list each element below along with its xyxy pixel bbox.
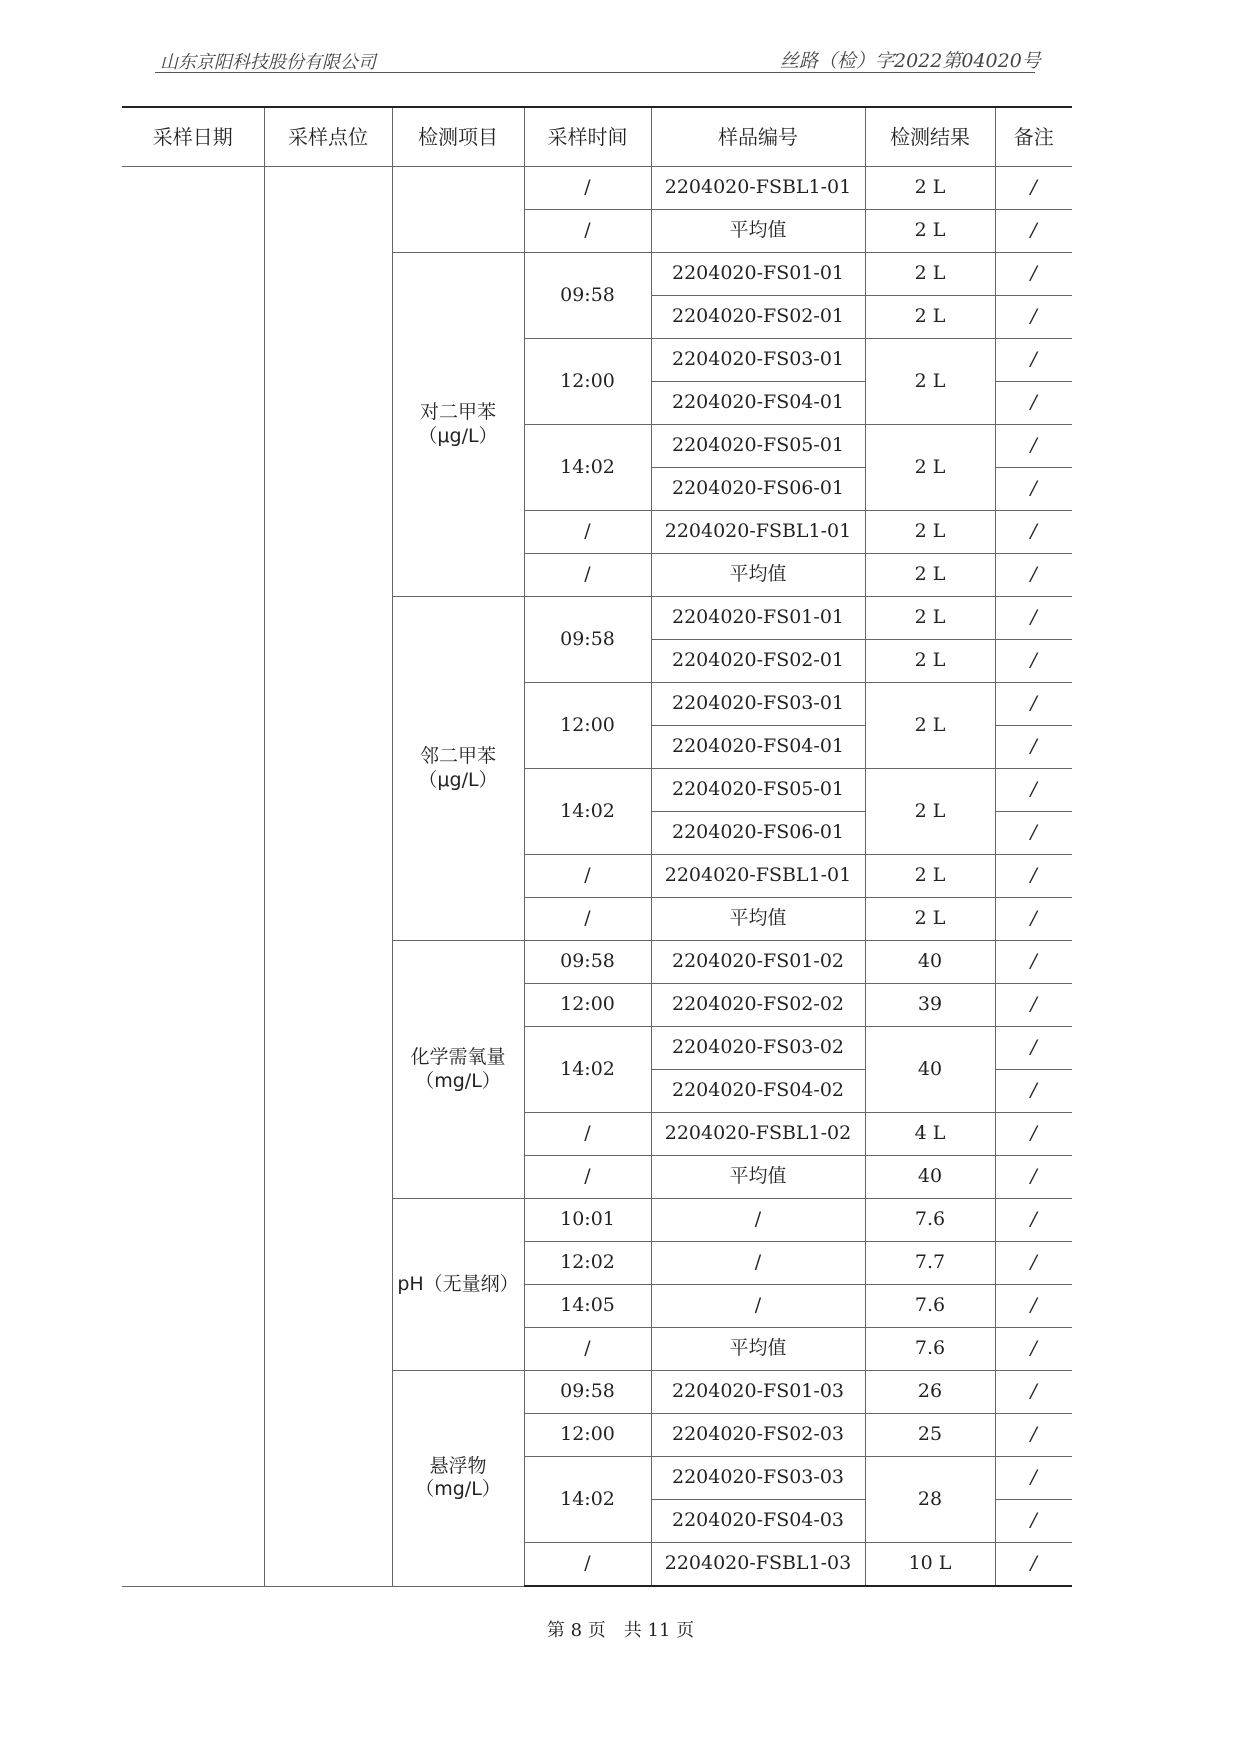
result-cell: 2 L	[865, 210, 995, 253]
sample-id-cell: 2204020-FSBL1-01	[651, 511, 865, 554]
sample-id-cell: 2204020-FS03-03	[651, 1457, 865, 1500]
sampling-time-cell: 09:58	[524, 1371, 651, 1414]
test-item-cell: pH（无量纲）	[392, 1199, 524, 1371]
sampling-time-cell: /	[524, 511, 651, 554]
result-cell: 2 L	[865, 253, 995, 296]
sampling-time-cell: 12:00	[524, 339, 651, 425]
sample-id-cell: 2204020-FS02-01	[651, 640, 865, 683]
result-cell: 4 L	[865, 1113, 995, 1156]
remark-cell: /	[995, 726, 1072, 769]
remark-cell: /	[995, 941, 1072, 984]
sampling-time-cell: 09:58	[524, 941, 651, 984]
sampling-time-cell: 12:00	[524, 683, 651, 769]
remark-cell: /	[995, 425, 1072, 468]
result-cell: 7.7	[865, 1242, 995, 1285]
remark-cell: /	[995, 597, 1072, 640]
sample-id-cell: 2204020-FS05-01	[651, 769, 865, 812]
sampling-time-cell: /	[524, 855, 651, 898]
result-cell: 39	[865, 984, 995, 1027]
table-row	[122, 167, 1072, 210]
remark-cell: /	[995, 812, 1072, 855]
remark-cell: /	[995, 683, 1072, 726]
test-item-cell: 邻二甲苯（μg/L）	[392, 597, 524, 941]
header-divider	[155, 72, 1035, 73]
column-header-result: 检测结果	[865, 107, 995, 167]
sample-id-cell: 2204020-FSBL1-01	[651, 167, 865, 210]
sampling-date-cell	[122, 167, 264, 1587]
remark-cell: /	[995, 1113, 1072, 1156]
sample-id-cell: /	[651, 1242, 865, 1285]
sampling-time-cell: 12:02	[524, 1242, 651, 1285]
sample-id-cell: 2204020-FS03-02	[651, 1027, 865, 1070]
result-cell: 7.6	[865, 1285, 995, 1328]
sample-id-cell: 平均值	[651, 898, 865, 941]
remark-cell: /	[995, 468, 1072, 511]
result-cell: 2 L	[865, 554, 995, 597]
company-name: 山东京阳科技股份有限公司	[160, 52, 376, 73]
sample-id-cell: 2204020-FS06-01	[651, 468, 865, 511]
result-cell: 2 L	[865, 855, 995, 898]
remark-cell: /	[995, 1156, 1072, 1199]
sample-id-cell: 2204020-FS02-03	[651, 1414, 865, 1457]
remark-cell: /	[995, 554, 1072, 597]
results-table	[122, 106, 1072, 1587]
sampling-time-cell: 12:00	[524, 1414, 651, 1457]
remark-cell: /	[995, 855, 1072, 898]
result-cell: 7.6	[865, 1328, 995, 1371]
remark-cell: /	[995, 984, 1072, 1027]
result-cell: 2 L	[865, 511, 995, 554]
sampling-time-cell: /	[524, 1156, 651, 1199]
remark-cell: /	[995, 1285, 1072, 1328]
sample-id-cell: 2204020-FS03-01	[651, 683, 865, 726]
table-header-row	[122, 107, 1072, 167]
remark-cell: /	[995, 640, 1072, 683]
sampling-time-cell: /	[524, 1328, 651, 1371]
test-item-cell	[392, 167, 524, 253]
sample-id-cell: 2204020-FS01-02	[651, 941, 865, 984]
remark-cell: /	[995, 1027, 1072, 1070]
column-header-sample-id: 样品编号	[651, 107, 865, 167]
sample-id-cell: 2204020-FS04-02	[651, 1070, 865, 1113]
sampling-time-cell: /	[524, 1543, 651, 1587]
sample-id-cell: 平均值	[651, 1328, 865, 1371]
sampling-time-cell: /	[524, 167, 651, 210]
remark-cell: /	[995, 1500, 1072, 1543]
result-cell: 26	[865, 1371, 995, 1414]
result-cell: 40	[865, 1156, 995, 1199]
sampling-time-cell: /	[524, 210, 651, 253]
sample-id-cell: 2204020-FS01-01	[651, 253, 865, 296]
column-header-sampling-point: 采样点位	[264, 107, 392, 167]
remark-cell: /	[995, 1543, 1072, 1587]
result-cell: 10 L	[865, 1543, 995, 1587]
report-code: 丝路（检）字2022第04020号	[780, 50, 1041, 72]
remark-cell: /	[995, 1242, 1072, 1285]
sample-id-cell: 2204020-FS01-03	[651, 1371, 865, 1414]
sampling-time-cell: 14:02	[524, 769, 651, 855]
column-header-sampling-time: 采样时间	[524, 107, 651, 167]
result-cell: 2 L	[865, 167, 995, 210]
result-cell: 28	[865, 1457, 995, 1543]
sample-id-cell: 2204020-FS06-01	[651, 812, 865, 855]
sample-id-cell: 2204020-FS04-01	[651, 382, 865, 425]
test-item-cell: 化学需氧量（mg/L）	[392, 941, 524, 1199]
remark-cell: /	[995, 511, 1072, 554]
sampling-time-cell: 09:58	[524, 253, 651, 339]
sample-id-cell: 2204020-FS02-02	[651, 984, 865, 1027]
result-cell: 2 L	[865, 769, 995, 855]
sampling-time-cell: 14:02	[524, 425, 651, 511]
sample-id-cell: 平均值	[651, 1156, 865, 1199]
sampling-time-cell: 10:01	[524, 1199, 651, 1242]
result-cell: 2 L	[865, 640, 995, 683]
sampling-time-cell: 14:05	[524, 1285, 651, 1328]
remark-cell: /	[995, 167, 1072, 210]
remark-cell: /	[995, 1199, 1072, 1242]
result-cell: 7.6	[865, 1199, 995, 1242]
column-header-sampling-date: 采样日期	[122, 107, 264, 167]
remark-cell: /	[995, 1414, 1072, 1457]
sampling-time-cell: /	[524, 554, 651, 597]
remark-cell: /	[995, 210, 1072, 253]
sample-id-cell: 2204020-FS05-01	[651, 425, 865, 468]
result-cell: 40	[865, 1027, 995, 1113]
result-cell: 2 L	[865, 597, 995, 640]
remark-cell: /	[995, 253, 1072, 296]
result-cell: 2 L	[865, 425, 995, 511]
sampling-time-cell: /	[524, 898, 651, 941]
sample-id-cell: 2204020-FS02-01	[651, 296, 865, 339]
remark-cell: /	[995, 898, 1072, 941]
test-item-cell: 悬浮物（mg/L）	[392, 1371, 524, 1587]
sample-id-cell: 2204020-FS01-01	[651, 597, 865, 640]
result-cell: 2 L	[865, 898, 995, 941]
remark-cell: /	[995, 1328, 1072, 1371]
sample-id-cell: 2204020-FSBL1-01	[651, 855, 865, 898]
column-header-remark: 备注	[995, 107, 1072, 167]
remark-cell: /	[995, 769, 1072, 812]
remark-cell: /	[995, 1457, 1072, 1500]
sample-id-cell: 2204020-FSBL1-02	[651, 1113, 865, 1156]
remark-cell: /	[995, 296, 1072, 339]
remark-cell: /	[995, 382, 1072, 425]
sampling-time-cell: 09:58	[524, 597, 651, 683]
test-item-cell: 对二甲苯（μg/L）	[392, 253, 524, 597]
sampling-time-cell: 12:00	[524, 984, 651, 1027]
remark-cell: /	[995, 339, 1072, 382]
sample-id-cell: /	[651, 1285, 865, 1328]
page-number: 第 8 页 共 11 页	[546, 1620, 695, 1641]
result-cell: 40	[865, 941, 995, 984]
sampling-time-cell: 14:02	[524, 1457, 651, 1543]
sample-id-cell: 2204020-FSBL1-03	[651, 1543, 865, 1587]
sample-id-cell: 平均值	[651, 554, 865, 597]
sample-id-cell: 2204020-FS03-01	[651, 339, 865, 382]
sample-id-cell: 2204020-FS04-03	[651, 1500, 865, 1543]
result-cell: 2 L	[865, 683, 995, 769]
result-cell: 25	[865, 1414, 995, 1457]
sample-id-cell: 2204020-FS04-01	[651, 726, 865, 769]
sample-id-cell: /	[651, 1199, 865, 1242]
result-cell: 2 L	[865, 296, 995, 339]
sampling-time-cell: 14:02	[524, 1027, 651, 1113]
result-cell: 2 L	[865, 339, 995, 425]
sampling-point-cell	[264, 167, 392, 1587]
remark-cell: /	[995, 1371, 1072, 1414]
column-header-test-item: 检测项目	[392, 107, 524, 167]
remark-cell: /	[995, 1070, 1072, 1113]
sampling-time-cell: /	[524, 1113, 651, 1156]
sample-id-cell: 平均值	[651, 210, 865, 253]
